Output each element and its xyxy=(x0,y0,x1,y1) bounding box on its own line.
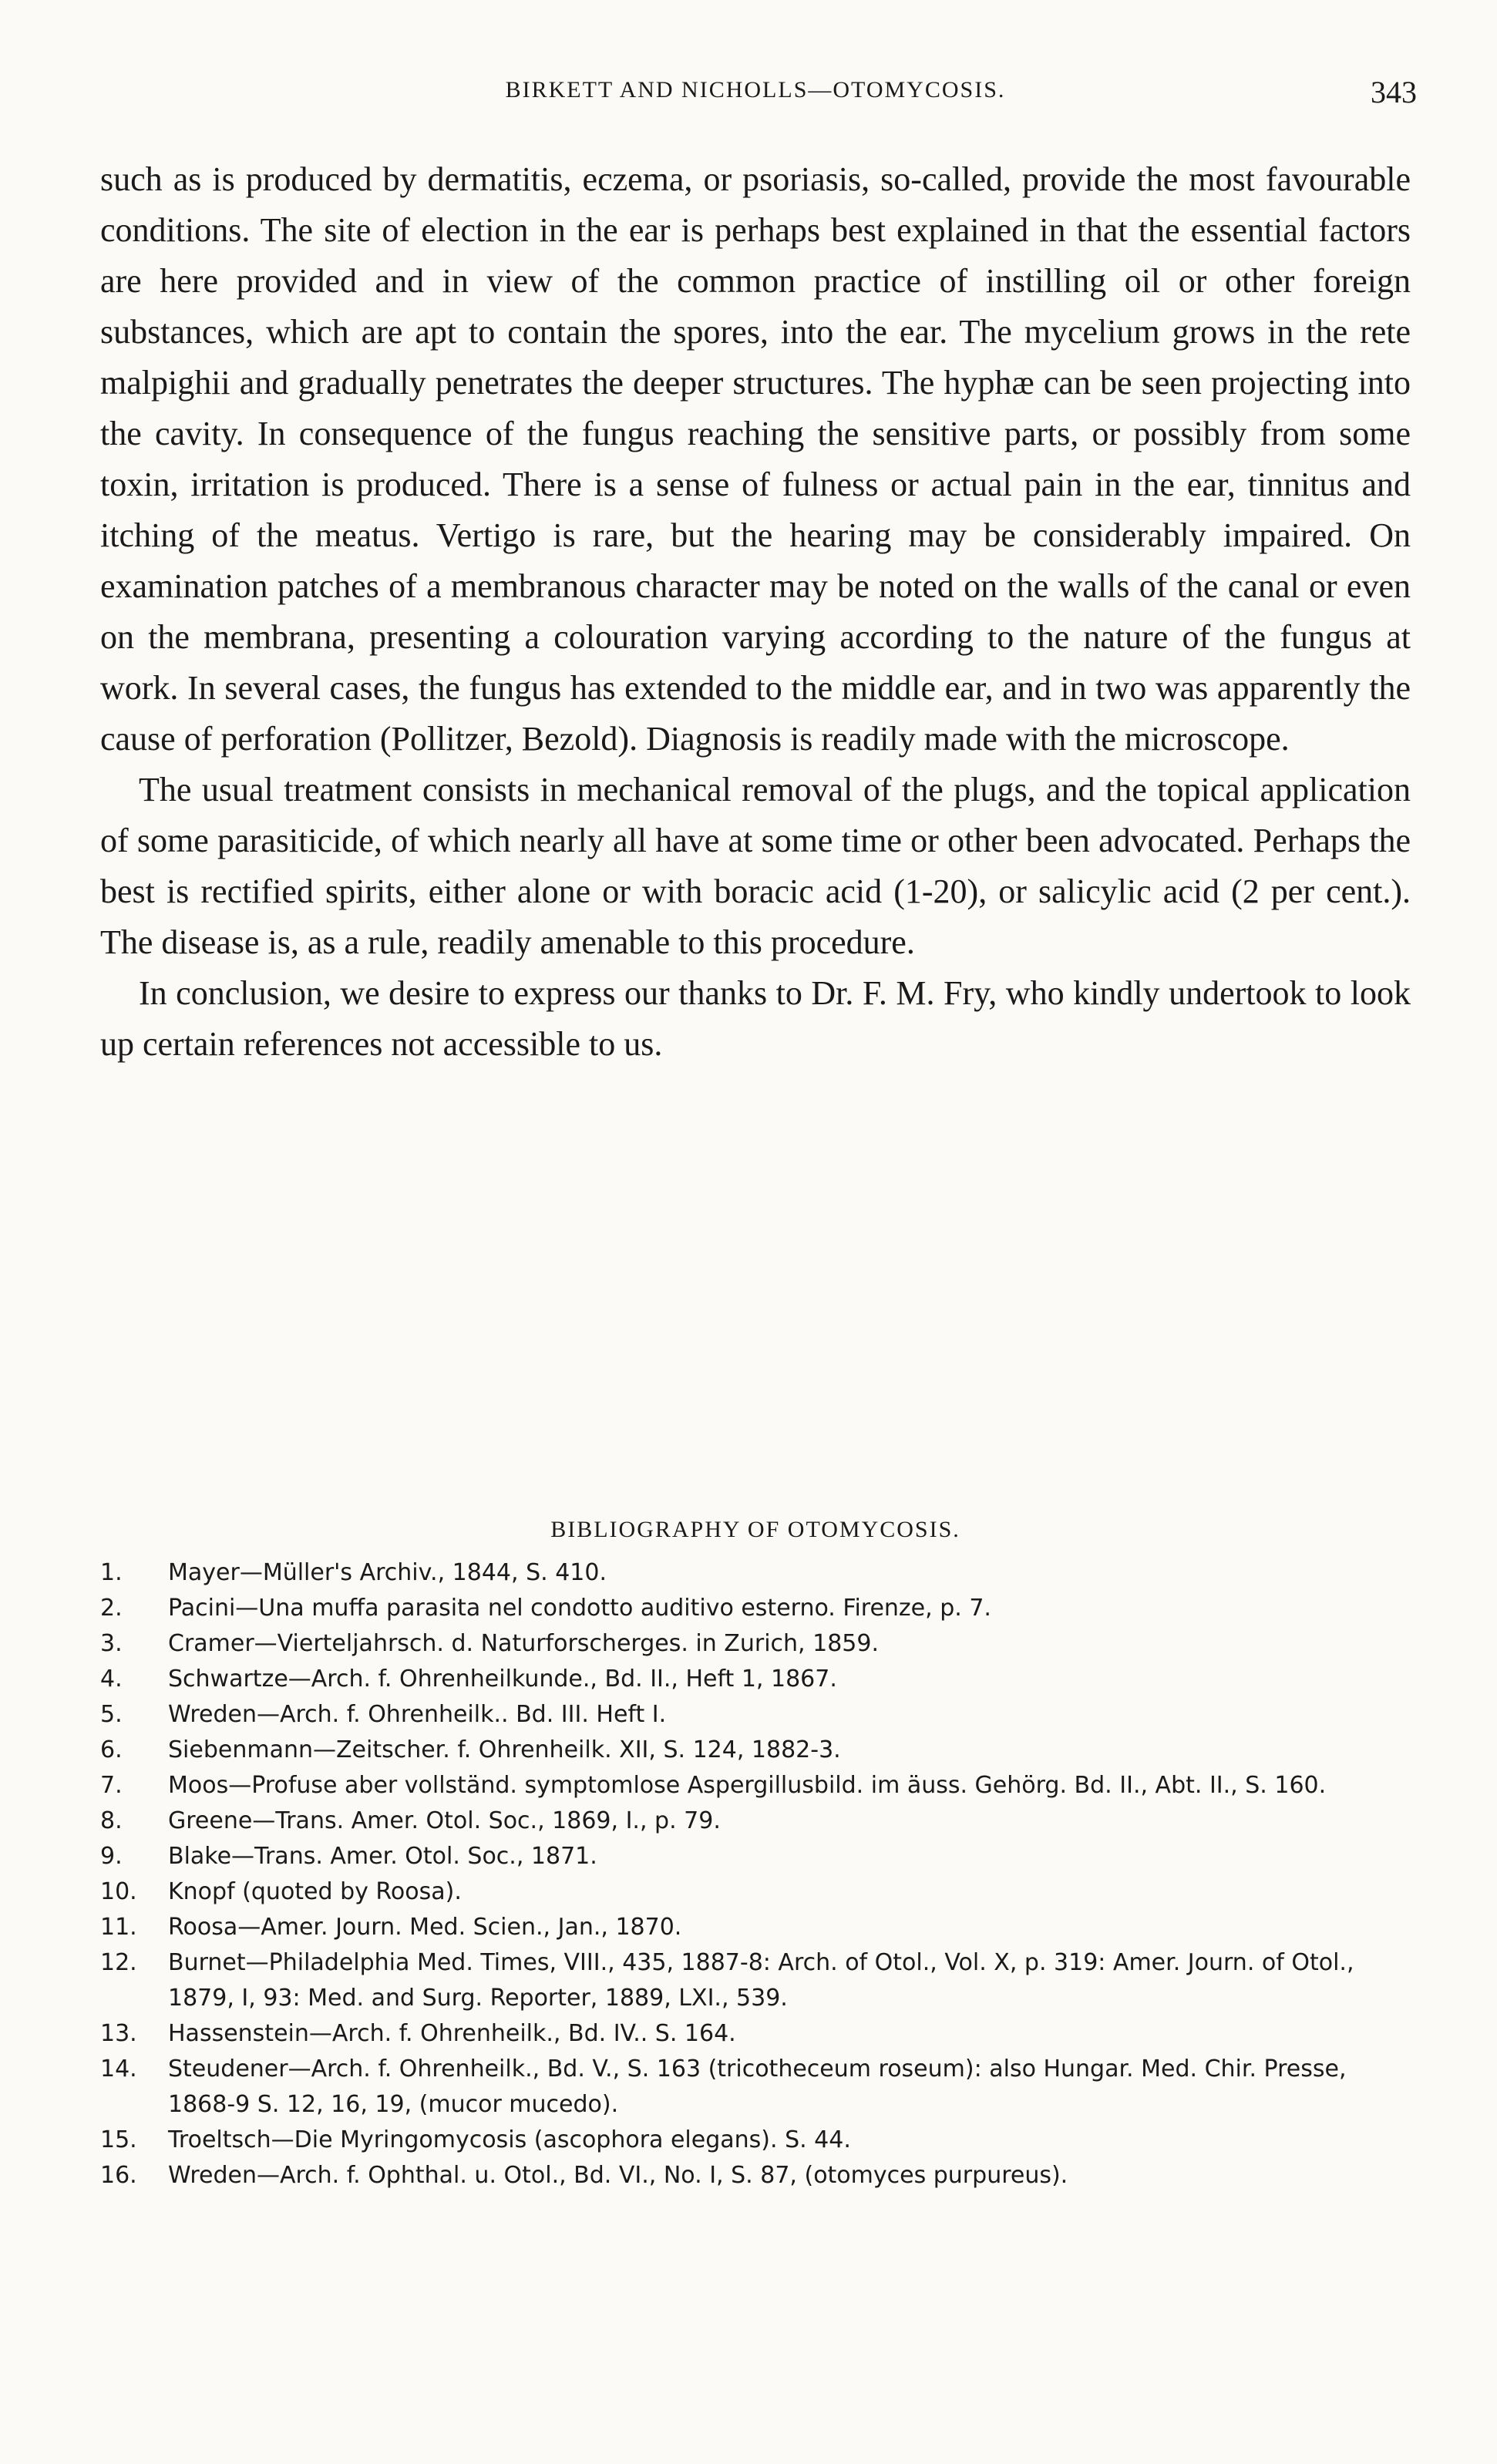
bibliography-entry-number: 12. xyxy=(100,1949,137,1976)
bibliography-entry-number: 16. xyxy=(100,2162,137,2189)
bibliography-entry-text: Mayer—Müller's Archiv., 1844, S. 410. xyxy=(168,1559,607,1586)
bibliography-entry-text: Siebenmann—Zeitscher. f. Ohrenheilk. XII, S. 124, 1882-3. xyxy=(168,1736,841,1763)
bibliography-entry-text: Troeltsch—Die Myringomycosis (ascophora elegans). S. 44. xyxy=(168,2126,851,2153)
bibliography-entry-text: Burnet—Philadelphia Med. Times, VIII., 435, 1887-8: Arch. of Otol., Vol. X, p. 319: Amer. Journ. of Otol., 1879, I, 93: Med. and Surg. Reporter, 1889, LXI., 539. xyxy=(168,1949,1354,2012)
bibliography-entry xyxy=(100,1591,1411,1626)
bibliography-list xyxy=(100,1555,1411,2193)
bibliography-entry xyxy=(100,2016,1411,2052)
bibliography-entry-number: 4. xyxy=(100,1666,123,1693)
paragraph-continuation: such as is produced by dermatitis, eczema, or psoriasis, so-called, provide the most favourable conditions. The site of election in the ear is perhaps best explained in that the essential factors are here provided and in view of the common practice of instilling oil or other foreign substances, which are apt to contain the spores, into the ear. The mycelium grows in the rete malpighii and gradually penetrates the deeper structures. The hyphæ can be seen projecting into the cavity. In consequence of the fungus reaching the sensitive parts, or possibly from some toxin, irritation is produced. There is a sense of fulness or actual pain in the ear, tinnitus and itching of the meatus. Vertigo is rare, but the hearing may be considerably impaired. On examination patches of a membranous character may be noted on the walls of the canal or even on the membrana, presenting a colouration varying according to the nature of the fungus at work. In several cases, the fungus has extended to the middle ear, and in two was apparently the cause of perforation (Pollitzer, Bezold). Diagnosis is readily made with the microscope. xyxy=(100,160,1411,758)
running-head: BIRKETT AND NICHOLLS—OTOMYCOSIS. xyxy=(505,77,1006,103)
bibliography-entry xyxy=(100,2123,1411,2158)
bibliography-entry-text: Roosa—Amer. Journ. Med. Scien., Jan., 1870. xyxy=(168,1914,682,1941)
bibliography-entry-number: 15. xyxy=(100,2126,137,2153)
bibliography-entry-number: 6. xyxy=(100,1736,123,1763)
bibliography-entry xyxy=(100,1839,1411,1874)
bibliography-entry-text: Blake—Trans. Amer. Otol. Soc., 1871. xyxy=(168,1843,597,1870)
bibliography-entry-text: Pacini—Una muffa parasita nel condotto auditivo esterno. Firenze, p. 7. xyxy=(168,1595,991,1622)
bibliography-entry-number: 8. xyxy=(100,1807,123,1834)
bibliography-entry xyxy=(100,1662,1411,1697)
bibliography-entry-number: 3. xyxy=(100,1630,123,1657)
bibliography-entry xyxy=(100,2158,1411,2193)
bibliography-entry-text: Schwartze—Arch. f. Ohrenheilkunde., Bd. II., Heft 1, 1867. xyxy=(168,1666,837,1693)
bibliography-entry-number: 2. xyxy=(100,1595,123,1622)
bibliography-entry-text: Moos—Profuse aber vollständ. symptomlose Aspergillusbild. im äuss. Gehörg. Bd. II., Abt. II., S. 160. xyxy=(168,1772,1327,1799)
bibliography-entry xyxy=(100,1626,1411,1662)
bibliography-entry xyxy=(100,1803,1411,1839)
bibliography-entry-text: Wreden—Arch. f. Ohrenheilk.. Bd. III. Heft I. xyxy=(168,1701,667,1728)
page-header xyxy=(100,75,1417,123)
bibliography-entry-text: Greene—Trans. Amer. Otol. Soc., 1869, I., p. 79. xyxy=(168,1807,721,1834)
bibliography-entry-number: 11. xyxy=(100,1914,137,1941)
bibliography-entry xyxy=(100,1874,1411,1910)
bibliography-entry-text: Cramer—Vierteljahrsch. d. Naturforscherges. in Zurich, 1859. xyxy=(168,1630,879,1657)
body-text xyxy=(100,154,1411,1070)
paragraph-treatment: The usual treatment consists in mechanical removal of the plugs, and the topical application of some parasiticide, of which nearly all have at some time or other been advocated. Perhaps the best is rectified spirits, either alone or with boracic acid (1-20), or salicylic acid (2 per cent.). The disease is, as a rule, readily amenable to this procedure. xyxy=(100,771,1411,961)
bibliography-entry xyxy=(100,2052,1411,2123)
bibliography-entry-number: 5. xyxy=(100,1701,123,1728)
bibliography-entry-number: 13. xyxy=(100,2020,137,2047)
bibliography-entry xyxy=(100,1697,1411,1733)
bibliography-entry-text: Knopf (quoted by Roosa). xyxy=(168,1878,462,1905)
bibliography-entry-number: 10. xyxy=(100,1878,137,1905)
bibliography-entry-number: 1. xyxy=(100,1559,123,1586)
bibliography-entry-text: Wreden—Arch. f. Ophthal. u. Otol., Bd. VI., No. I, S. 87, (otomyces purpureus). xyxy=(168,2162,1068,2189)
bibliography-entry-text: Steudener—Arch. f. Ohrenheilk., Bd. V., S. 163 (tricotheceum roseum): also Hungar. Med. Chir. Presse, 1868-9 S. 12, 16, 19, (mucor mucedo). xyxy=(168,2056,1347,2118)
bibliography-entry xyxy=(100,1768,1411,1803)
paragraph-acknowledgement: In conclusion, we desire to express our thanks to Dr. F. M. Fry, who kindly undertook to look up certain references not accessible to us. xyxy=(100,974,1411,1063)
page-number: 343 xyxy=(1371,75,1417,109)
bibliography-entry-number: 7. xyxy=(100,1772,123,1799)
bibliography-entry-text: Hassenstein—Arch. f. Ohrenheilk., Bd. IV.. S. 164. xyxy=(168,2020,736,2047)
bibliography-heading: BIBLIOGRAPHY OF OTOMYCOSIS. xyxy=(550,1517,960,1542)
bibliography-entry xyxy=(100,1733,1411,1768)
bibliography-entry-number: 14. xyxy=(100,2056,137,2082)
bibliography-entry xyxy=(100,1555,1411,1591)
bibliography-entry-number: 9. xyxy=(100,1843,123,1870)
bibliography-entry xyxy=(100,1910,1411,1945)
bibliography-entry xyxy=(100,1945,1411,2016)
